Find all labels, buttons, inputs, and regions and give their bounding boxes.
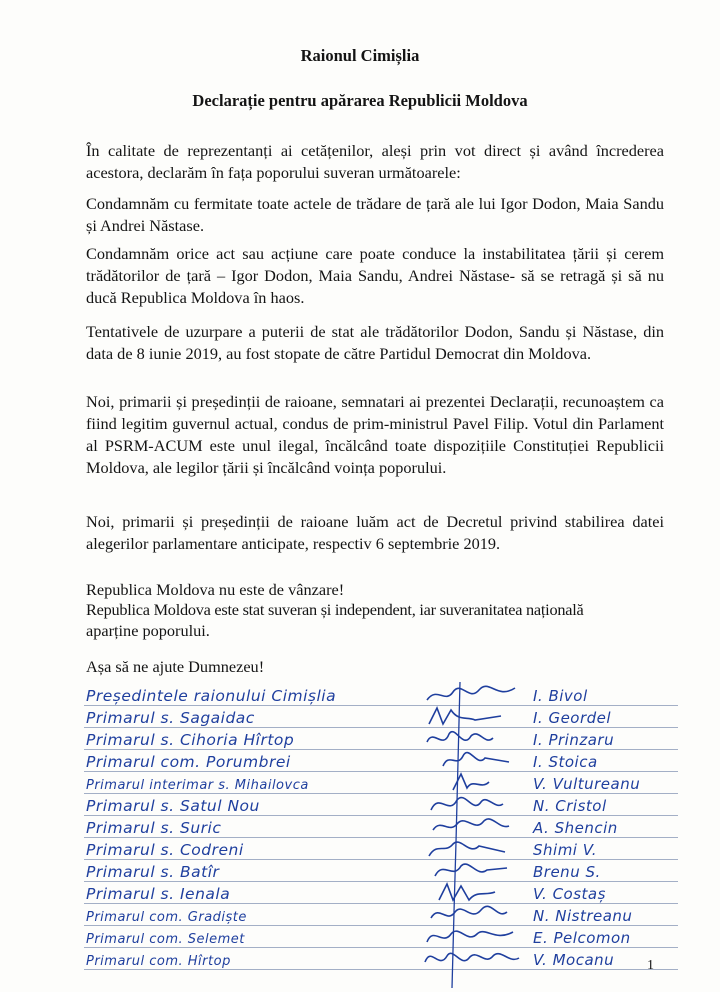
signature-row — [78, 682, 678, 706]
paragraph-usurpation: Tentativele de uzurpare a puterii de stat ale trădătorilor Dodon, Sandu și Năstase, din data de 8 iunie 2019, au fost stopate de către Partidul Democrat din Moldova. — [86, 322, 664, 363]
handwritten-signature — [423, 944, 523, 972]
signatory-title: Primarul s. Cihoria Hîrtop — [86, 731, 295, 749]
signatory-title: Primarul s. Codreni — [86, 841, 244, 859]
signatory-title: Primarul s. Batîr — [86, 863, 220, 881]
paragraph-condemn-treason: Condamnăm cu fermitate toate actele de trădare de țară ale lui Igor Dodon, Maia Sandu și Andrei Năstase. — [86, 194, 664, 235]
column-divider — [446, 682, 466, 988]
signatory-name: E. Pelcomon — [533, 929, 631, 947]
signature-row — [78, 748, 678, 772]
signatory-title: Primarul s. Sagaidac — [86, 709, 255, 727]
signatory-name: N. Cristol — [533, 797, 607, 815]
signatory-name: I. Prinzaru — [533, 731, 615, 749]
closing-line-1: Republica Moldova nu este de vânzare! — [86, 580, 345, 599]
district-title: Raionul Cimișlia — [300, 46, 420, 65]
signatory-name: Shimi V. — [533, 841, 598, 859]
paragraph-intro: În calitate de reprezentanți ai cetățenilor, aleși prin vot direct și având încrederea acestora, declarăm în fața poporului suveran următoarele: — [86, 141, 664, 182]
signatory-title: Primarul s. Suric — [86, 819, 222, 837]
paragraph-legitimate-government: Noi, primarii și președinții de raioane, semnatari ai prezentei Declarații, recunoaștem ca fiind legitim guvernul actual, condus de prim-ministrul Pavel Filip. Votul din Parlament al PSRM-ACUM este unul ilegal, încălcând toate dispozițiile Constituției Republicii Moldova, ale legilor țării și încălcând voința poporului. — [86, 392, 664, 477]
signature-row — [78, 902, 678, 926]
signatory-title: Primarul com. Hîrtop — [86, 954, 231, 969]
signatory-name: A. Shencin — [533, 819, 618, 837]
signatory-title: Primarul com. Gradiște — [86, 910, 247, 925]
closing-line-2: Republica Moldova este stat suveran și independent, iar suveranitatea națională — [86, 600, 584, 619]
signature-row — [78, 946, 678, 970]
signatory-name: I. Geordel — [533, 709, 612, 727]
signatory-title: Primarul com. Porumbrei — [86, 753, 291, 771]
signatory-name: Brenu S. — [533, 863, 601, 881]
final-line: Așa să ne ajute Dumnezeu! — [86, 657, 265, 676]
signatory-title: Primarul s. Ienala — [86, 885, 231, 903]
signature-row — [78, 792, 678, 816]
signatory-name: V. Vultureanu — [533, 775, 641, 793]
signature-row — [78, 880, 678, 904]
signatory-title: Primarul s. Satul Nou — [86, 797, 260, 815]
row-divider — [84, 969, 678, 970]
signatory-name: N. Nistreanu — [533, 907, 633, 925]
signatory-name: V. Costaș — [533, 885, 606, 903]
signatory-title: Președintele raionului Cimișlia — [86, 687, 337, 705]
signature-table — [78, 682, 678, 974]
paragraph-condemn-instability: Condamnăm orice act sau acțiune care poate conduce la instabilitatea țării și cerem trădătorilor de țară – Igor Dodon, Maia Sandu, Andrei Năstase- să se retragă și să nu ducă Republica Moldova în haos. — [86, 244, 664, 307]
declaration-title: Declarație pentru apărarea Republicii Moldova — [192, 91, 528, 110]
signatory-name: I. Bivol — [533, 687, 588, 705]
signatory-title: Primarul com. Selemet — [86, 932, 245, 947]
signature-row — [78, 814, 678, 838]
signature-row — [78, 726, 678, 750]
closing-line-3: aparține poporului. — [86, 621, 210, 640]
page-number: 1 — [647, 958, 654, 973]
signatory-title: Primarul interimar s. Mihailovca — [86, 778, 309, 793]
signature-row — [78, 770, 678, 794]
paragraph-decree: Noi, primarii și președinții de raioane luăm act de Decretul privind stabilirea datei alegerilor parlamentare anticipate, respectiv 6 septembrie 2019. — [86, 512, 664, 553]
signature-row — [78, 836, 678, 860]
signatory-name: I. Stoica — [533, 753, 598, 771]
signature-row — [78, 858, 678, 882]
signatory-name: V. Mocanu — [533, 951, 615, 969]
signature-row — [78, 924, 678, 948]
signature-row — [78, 704, 678, 728]
